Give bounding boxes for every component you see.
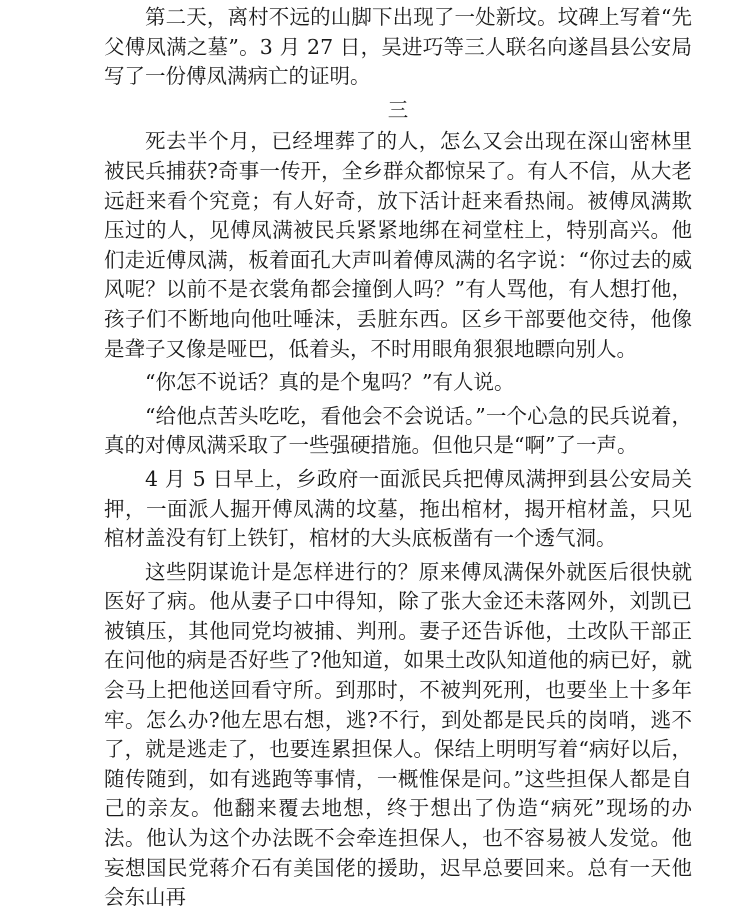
- paragraph: “你怎不说话？真的是个鬼吗？”有人说。: [145, 370, 515, 395]
- paragraph: 第二天，离村不远的山脚下出现了一处新坟。坟碑上写着“先父傅凤满之墓”。3 月 27 日，吴进巧等三人联名向遂昌县公安局写了一份傅凤满病亡的证明。: [104, 5, 692, 89]
- section-heading: 三: [387, 97, 409, 122]
- paragraph: 4 月 5 日早上，乡政府一面派民兵把傅凤满押到县公安局关押，一面派人掘开傅凤满的坟墓，拖出棺材，揭开棺材盖，只见棺材盖没有钉上铁钉，棺材的大头底板凿有一个透气洞。: [104, 466, 692, 551]
- paragraph: 死去半个月，已经埋葬了的人，怎么又会出现在深山密林里被民兵捕获?奇事一传开，全乡群众都惊呆了。有人不信，从大老远赶来看个究竟；有人好奇，放下活计赶来看热闹。被傅凤满欺压过的人，见傅凤满被民兵紧紧地绑在祠堂柱上，特别高兴。他们走近傅凤满，板着面孔大声叫着傅凤满的名字说：“你过去的威风呢？以前不是衣裳角都会撞倒人吗？”有人骂他，有人想打他，孩子们不断地向他吐唾沫，丢脏东西。区乡干部要他交待，他像是聋子又像是哑巴，低着头，不时用眼角狠狠地瞟向别人。: [104, 129, 692, 361]
- paragraph: 这些阴谋诡计是怎样进行的？原来傅凤满保外就医后很快就医好了病。他从妻子口中得知，除了张大金还未落网外，刘凯已被镇压，其他同党均被捕、判刑。妻子还告诉他，土改队干部正在问他的病是否好些了?他知道，如果土改队知道他的病已好，就会马上把他送回看守所。到那时，不被判死刑，也要坐上十多年牢。怎么办?他左思右想，逃?不行，到处都是民兵的岗哨，逃不了，就是逃走了，也要连累担保人。保结上明明写着“病好以后，随传随到，如有逃跑等事情，一概惟保是问。”这些担保人都是自己的亲友。他翻来覆去地想，终于想出了伪造“病死”现场的办法。他认为这个办法既不会牵连担保人，也不容易被人发觉。他妄想国民党蒋介石有美国佬的援助，迟早总要回来。总有一天他会东山再: [104, 559, 692, 910]
- paragraph: “给他点苦头吃吃，看他会不会说话。”一个心急的民兵说着，真的对傅凤满采取了一些强硬措施。但他只是“啊”了一声。: [104, 403, 692, 458]
- document-page: [104, 0, 692, 913]
